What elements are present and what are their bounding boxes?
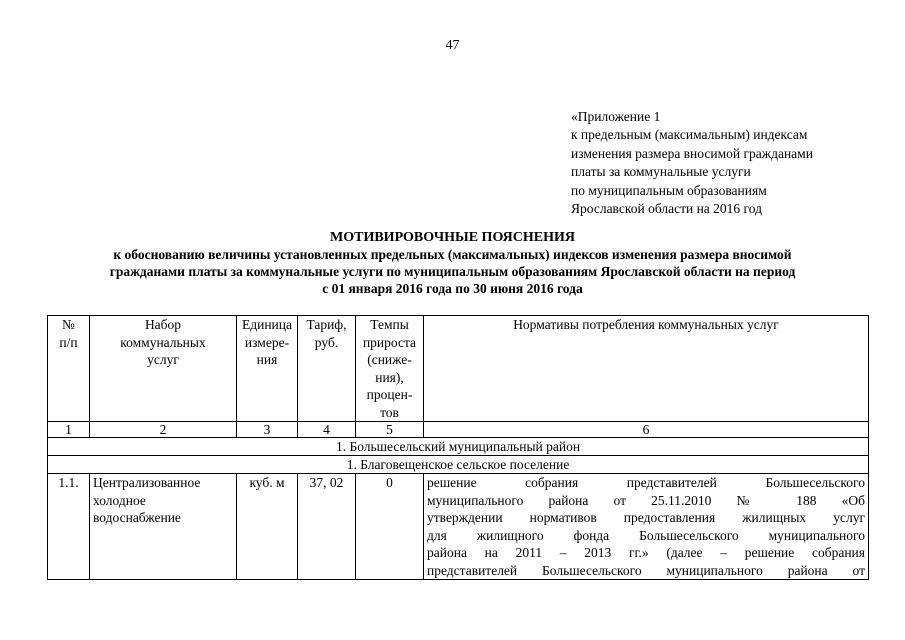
table-row — [48, 474, 869, 580]
appendix-line: по муниципальным образованиям — [571, 182, 767, 198]
table-header-row — [48, 316, 869, 422]
column-number: 6 — [424, 422, 869, 438]
column-number: 4 — [298, 422, 356, 438]
district-name: 1. Большесельский муниципальный район — [48, 438, 869, 456]
row-unit: куб. м — [237, 474, 298, 580]
column-number-row — [48, 422, 869, 438]
norms-table — [47, 315, 869, 580]
row-growth: 0 — [356, 474, 424, 580]
document-title: МОТИВИРОВОЧНЫЕ ПОЯСНЕНИЯ — [330, 230, 575, 245]
header-num: № п/п — [48, 316, 90, 422]
settlement-row — [48, 456, 869, 474]
subtitle-line: с 01 января 2016 года по 30 июня 2016 года — [322, 281, 583, 296]
appendix-line: к предельным (максимальным) индексам — [571, 127, 808, 143]
column-number: 5 — [356, 422, 424, 438]
appendix-line: «Приложение 1 — [571, 109, 661, 124]
settlement-name: 1. Благовещенское сельское поселение — [48, 456, 869, 474]
row-tariff: 37, 02 — [298, 474, 356, 580]
column-number: 3 — [237, 422, 298, 438]
column-number: 2 — [90, 422, 237, 438]
header-unit: Единица измере- ния — [237, 316, 298, 422]
row-norms: решение собрания представителей Большесельского муниципального района от 25.11.2010 № 188 «Об утверждении нормативов предоставления жилищных услуг для жилищного фонда Большесельского муниципального района на 2011 – 2013 гг.» (далее – решение собрания представителей Большесельского муниципального района от — [424, 474, 869, 580]
subtitle-line: гражданами платы за коммунальные услуги по муниципальным образованиям Ярославской области на период — [109, 264, 796, 279]
page-number: 47 — [445, 38, 460, 53]
header-service: Набор коммунальных услуг — [90, 316, 237, 422]
appendix-line: изменения размера вносимой гражданами — [571, 145, 813, 161]
header-tariff: Тариф, руб. — [298, 316, 356, 422]
column-number: 1 — [48, 422, 90, 438]
district-row — [48, 438, 869, 456]
row-service: Централизованное холодное водоснабжение — [90, 474, 237, 580]
appendix-line: Ярославской области на 2016 год — [571, 201, 762, 217]
subtitle-line: к обоснованию величины установленных предельных (максимальных) индексов изменения размера вносимой — [113, 247, 792, 262]
document-subtitle — [40, 246, 865, 297]
appendix-reference — [571, 108, 813, 218]
header-growth: Темпы прироста (сниже- ния), процен- тов — [356, 316, 424, 422]
appendix-line: платы за коммунальные услуги — [571, 164, 751, 180]
header-norms: Нормативы потребления коммунальных услуг — [424, 316, 869, 422]
row-num: 1.1. — [48, 474, 90, 580]
